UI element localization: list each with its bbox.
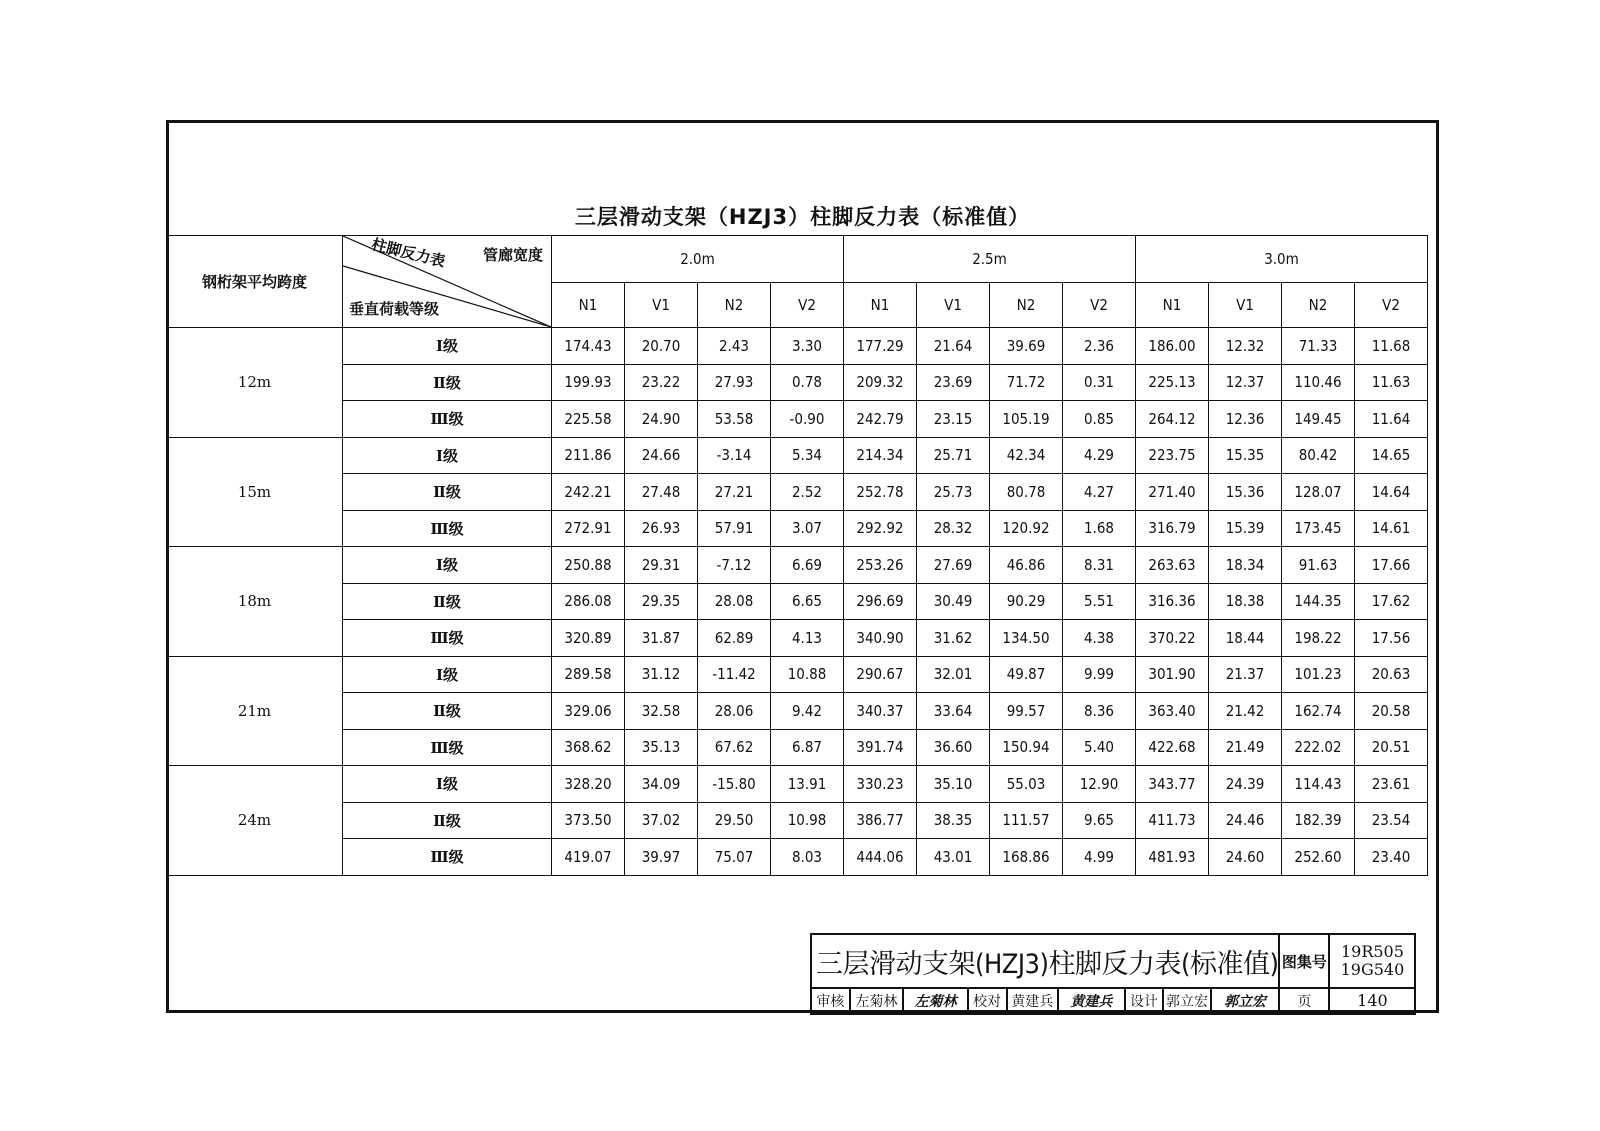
force-value: 211.86: [552, 437, 625, 474]
force-value: 0.31: [1063, 364, 1136, 401]
force-value: 330.23: [844, 766, 917, 803]
force-value: 12.90: [1063, 766, 1136, 803]
force-value: 8.31: [1063, 547, 1136, 584]
table-row: [167, 656, 1428, 693]
force-value: 17.56: [1355, 620, 1428, 657]
table-row: [167, 583, 1428, 620]
force-value: 110.46: [1282, 364, 1355, 401]
force-value: 27.69: [917, 547, 990, 584]
force-value: 343.77: [1136, 766, 1209, 803]
force-value: 15.35: [1209, 437, 1282, 474]
force-value: 62.89: [698, 620, 771, 657]
force-value: -15.80: [698, 766, 771, 803]
force-value: 5.40: [1063, 729, 1136, 766]
force-value: 411.73: [1136, 802, 1209, 839]
subcol-header-n1: N1: [1136, 283, 1209, 328]
force-value: 209.32: [844, 364, 917, 401]
table-row: [167, 547, 1428, 584]
page-label: 页: [1279, 988, 1329, 1014]
designer-signature: 郭立宏: [1211, 988, 1280, 1014]
table-row: [167, 839, 1428, 876]
force-value: 174.43: [552, 328, 625, 365]
subcol-header-n2: N2: [698, 283, 771, 328]
drawing-title: 三层滑动支架(HZJ3)柱脚反力表(标准值): [811, 934, 1279, 988]
load-grade: Ⅱ级: [343, 802, 552, 839]
diag-label-load-grade: 垂直荷载等级: [349, 300, 440, 318]
force-value: 38.35: [917, 802, 990, 839]
force-value: 182.39: [1282, 802, 1355, 839]
span-column-header: 钢桁架平均跨度: [167, 236, 343, 328]
force-value: 53.58: [698, 401, 771, 438]
subcol-header-n1: N1: [552, 283, 625, 328]
force-value: 225.58: [552, 401, 625, 438]
force-value: 134.50: [990, 620, 1063, 657]
force-value: 71.33: [1282, 328, 1355, 365]
reviewer-name: 左菊林: [850, 988, 904, 1014]
force-value: 481.93: [1136, 839, 1209, 876]
force-value: -0.90: [771, 401, 844, 438]
force-value: 290.67: [844, 656, 917, 693]
force-value: 111.57: [990, 802, 1063, 839]
force-value: 67.62: [698, 729, 771, 766]
checker-name: 黄建兵: [1007, 988, 1059, 1014]
force-value: 15.36: [1209, 474, 1282, 511]
force-value: 363.40: [1136, 693, 1209, 730]
force-value: 4.27: [1063, 474, 1136, 511]
subcol-header-n2: N2: [1282, 283, 1355, 328]
force-value: 4.29: [1063, 437, 1136, 474]
force-value: 12.37: [1209, 364, 1282, 401]
force-value: 13.91: [771, 766, 844, 803]
span-value: 12m: [167, 328, 343, 438]
force-value: 57.91: [698, 510, 771, 547]
force-value: 21.64: [917, 328, 990, 365]
force-value: 18.34: [1209, 547, 1282, 584]
force-value: 27.93: [698, 364, 771, 401]
table-row: [167, 729, 1428, 766]
load-grade: Ⅲ级: [343, 401, 552, 438]
diag-label-width: 管廊宽度: [482, 246, 543, 264]
force-value: 24.39: [1209, 766, 1282, 803]
force-value: 23.22: [625, 364, 698, 401]
force-value: 162.74: [1282, 693, 1355, 730]
force-value: 316.79: [1136, 510, 1209, 547]
force-value: 32.58: [625, 693, 698, 730]
force-value: 28.08: [698, 583, 771, 620]
force-value: -3.14: [698, 437, 771, 474]
force-value: 301.90: [1136, 656, 1209, 693]
force-value: 223.75: [1136, 437, 1209, 474]
table-title: 三层滑动支架（HZJ3）柱脚反力表（标准值）: [574, 205, 1031, 229]
force-value: 222.02: [1282, 729, 1355, 766]
diag-label-reaction: 柱脚反力表: [369, 235, 447, 271]
force-value: 320.89: [552, 620, 625, 657]
force-value: 27.21: [698, 474, 771, 511]
force-value: 24.60: [1209, 839, 1282, 876]
force-value: 253.26: [844, 547, 917, 584]
width-header-2-0: 2.0m: [552, 236, 844, 283]
force-value: 9.42: [771, 693, 844, 730]
force-value: 75.07: [698, 839, 771, 876]
force-value: 8.36: [1063, 693, 1136, 730]
force-value: 17.66: [1355, 547, 1428, 584]
force-value: 9.65: [1063, 802, 1136, 839]
force-value: 71.72: [990, 364, 1063, 401]
force-value: 11.68: [1355, 328, 1428, 365]
force-value: 24.66: [625, 437, 698, 474]
subcol-header-v1: V1: [917, 283, 990, 328]
force-value: 105.19: [990, 401, 1063, 438]
force-value: 80.42: [1282, 437, 1355, 474]
force-value: 28.06: [698, 693, 771, 730]
table-row: [167, 364, 1428, 401]
force-value: 10.98: [771, 802, 844, 839]
span-value: 24m: [167, 766, 343, 876]
table-row: [167, 802, 1428, 839]
subcol-header-n2: N2: [990, 283, 1063, 328]
force-value: 29.31: [625, 547, 698, 584]
force-value: 18.44: [1209, 620, 1282, 657]
force-value: 214.34: [844, 437, 917, 474]
load-grade: Ⅲ级: [343, 620, 552, 657]
force-value: 31.87: [625, 620, 698, 657]
atlas-number: [1329, 934, 1415, 988]
force-value: 39.97: [625, 839, 698, 876]
force-value: -11.42: [698, 656, 771, 693]
force-value: 114.43: [1282, 766, 1355, 803]
force-value: 150.94: [990, 729, 1063, 766]
force-value: 31.12: [625, 656, 698, 693]
force-value: 55.03: [990, 766, 1063, 803]
title-block: [810, 933, 1416, 1015]
drawing-frame: [166, 120, 1439, 1013]
table-row: [167, 401, 1428, 438]
subcol-header-v1: V1: [625, 283, 698, 328]
force-value: 27.48: [625, 474, 698, 511]
force-value: 12.32: [1209, 328, 1282, 365]
force-value: 25.73: [917, 474, 990, 511]
force-value: 37.02: [625, 802, 698, 839]
force-value: 370.22: [1136, 620, 1209, 657]
force-value: 23.15: [917, 401, 990, 438]
load-grade: Ⅱ级: [343, 474, 552, 511]
force-value: 42.34: [990, 437, 1063, 474]
force-value: 24.90: [625, 401, 698, 438]
force-value: 49.87: [990, 656, 1063, 693]
force-value: 252.78: [844, 474, 917, 511]
force-value: 198.22: [1282, 620, 1355, 657]
force-value: 3.07: [771, 510, 844, 547]
force-value: 17.62: [1355, 583, 1428, 620]
span-value: 15m: [167, 437, 343, 547]
force-value: 28.32: [917, 510, 990, 547]
force-value: 422.68: [1136, 729, 1209, 766]
force-value: 286.08: [552, 583, 625, 620]
table-row: [167, 437, 1428, 474]
force-value: 35.10: [917, 766, 990, 803]
table-row: [167, 766, 1428, 803]
force-value: 6.69: [771, 547, 844, 584]
force-value: -7.12: [698, 547, 771, 584]
subcol-header-v2: V2: [1355, 283, 1428, 328]
force-value: 128.07: [1282, 474, 1355, 511]
load-grade: Ⅰ级: [343, 656, 552, 693]
force-value: 34.09: [625, 766, 698, 803]
force-value: 2.52: [771, 474, 844, 511]
force-value: 29.35: [625, 583, 698, 620]
force-value: 23.54: [1355, 802, 1428, 839]
force-value: 9.99: [1063, 656, 1136, 693]
force-value: 144.35: [1282, 583, 1355, 620]
force-value: 10.88: [771, 656, 844, 693]
load-grade: Ⅲ级: [343, 839, 552, 876]
force-value: 23.40: [1355, 839, 1428, 876]
design-label: 设计: [1125, 988, 1164, 1014]
force-value: 35.13: [625, 729, 698, 766]
force-value: 23.69: [917, 364, 990, 401]
force-value: 373.50: [552, 802, 625, 839]
force-value: 316.36: [1136, 583, 1209, 620]
force-value: 18.38: [1209, 583, 1282, 620]
force-value: 39.69: [990, 328, 1063, 365]
force-value: 368.62: [552, 729, 625, 766]
force-value: 120.92: [990, 510, 1063, 547]
force-value: 101.23: [1282, 656, 1355, 693]
force-value: 5.34: [771, 437, 844, 474]
subcol-header-v2: V2: [771, 283, 844, 328]
width-header-2-5: 2.5m: [844, 236, 1136, 283]
force-value: 99.57: [990, 693, 1063, 730]
force-value: 3.30: [771, 328, 844, 365]
reviewer-signature: 左菊林: [903, 988, 967, 1014]
load-grade: Ⅰ级: [343, 328, 552, 365]
force-value: 12.36: [1209, 401, 1282, 438]
checker-signature: 黄建兵: [1058, 988, 1125, 1014]
force-value: 14.64: [1355, 474, 1428, 511]
force-value: 21.49: [1209, 729, 1282, 766]
force-value: 26.93: [625, 510, 698, 547]
force-value: 25.71: [917, 437, 990, 474]
span-value: 21m: [167, 656, 343, 766]
force-value: 33.64: [917, 693, 990, 730]
table-row: [167, 328, 1428, 365]
force-value: 6.87: [771, 729, 844, 766]
atlas-code-1: 19R505: [1340, 942, 1404, 961]
review-label: 审核: [811, 988, 850, 1014]
force-value: 186.00: [1136, 328, 1209, 365]
force-value: 6.65: [771, 583, 844, 620]
force-value: 36.60: [917, 729, 990, 766]
force-value: 4.99: [1063, 839, 1136, 876]
load-grade: Ⅲ级: [343, 510, 552, 547]
atlas-number-label: 图集号: [1279, 934, 1329, 988]
table-row: [167, 620, 1428, 657]
force-value: 21.37: [1209, 656, 1282, 693]
designer-name: 郭立宏: [1163, 988, 1210, 1014]
force-value: 14.65: [1355, 437, 1428, 474]
load-grade: Ⅲ级: [343, 729, 552, 766]
atlas-code-2: 19G540: [1340, 960, 1405, 979]
force-value: 340.90: [844, 620, 917, 657]
force-value: 225.13: [1136, 364, 1209, 401]
force-value: 252.60: [1282, 839, 1355, 876]
diagonal-header-cell: [343, 236, 552, 328]
table-row: [167, 510, 1428, 547]
force-value: 263.63: [1136, 547, 1209, 584]
force-value: 289.58: [552, 656, 625, 693]
load-grade: Ⅰ级: [343, 437, 552, 474]
force-value: 15.39: [1209, 510, 1282, 547]
check-label: 校对: [968, 988, 1007, 1014]
force-value: 30.49: [917, 583, 990, 620]
force-value: 264.12: [1136, 401, 1209, 438]
force-value: 8.03: [771, 839, 844, 876]
table-row: [167, 693, 1428, 730]
reaction-force-table: [166, 235, 1428, 876]
force-value: 199.93: [552, 364, 625, 401]
subcol-header-n1: N1: [844, 283, 917, 328]
force-value: 4.38: [1063, 620, 1136, 657]
force-value: 419.07: [552, 839, 625, 876]
force-value: 32.01: [917, 656, 990, 693]
force-value: 168.86: [990, 839, 1063, 876]
force-value: 328.20: [552, 766, 625, 803]
page-number: 140: [1329, 988, 1415, 1014]
load-grade: Ⅰ级: [343, 766, 552, 803]
force-value: 4.13: [771, 620, 844, 657]
load-grade: Ⅰ级: [343, 547, 552, 584]
force-value: 11.63: [1355, 364, 1428, 401]
force-value: 14.61: [1355, 510, 1428, 547]
force-value: 20.58: [1355, 693, 1428, 730]
force-value: 149.45: [1282, 401, 1355, 438]
force-value: 29.50: [698, 802, 771, 839]
load-grade: Ⅱ级: [343, 583, 552, 620]
force-value: 242.79: [844, 401, 917, 438]
subcol-header-v2: V2: [1063, 283, 1136, 328]
load-grade: Ⅱ级: [343, 693, 552, 730]
force-value: 340.37: [844, 693, 917, 730]
force-value: 31.62: [917, 620, 990, 657]
force-value: 20.70: [625, 328, 698, 365]
force-value: 296.69: [844, 583, 917, 620]
force-value: 91.63: [1282, 547, 1355, 584]
force-value: 46.86: [990, 547, 1063, 584]
force-value: 5.51: [1063, 583, 1136, 620]
load-grade: Ⅱ级: [343, 364, 552, 401]
force-value: 329.06: [552, 693, 625, 730]
subcol-header-v1: V1: [1209, 283, 1282, 328]
force-value: 250.88: [552, 547, 625, 584]
force-value: 20.51: [1355, 729, 1428, 766]
force-value: 0.78: [771, 364, 844, 401]
force-value: 23.61: [1355, 766, 1428, 803]
width-header-3-0: 3.0m: [1136, 236, 1428, 283]
force-value: 80.78: [990, 474, 1063, 511]
force-value: 1.68: [1063, 510, 1136, 547]
force-value: 11.64: [1355, 401, 1428, 438]
table-row: [167, 474, 1428, 511]
force-value: 90.29: [990, 583, 1063, 620]
force-value: 43.01: [917, 839, 990, 876]
force-value: 271.40: [1136, 474, 1209, 511]
force-value: 2.36: [1063, 328, 1136, 365]
force-value: 21.42: [1209, 693, 1282, 730]
force-value: 386.77: [844, 802, 917, 839]
force-value: 444.06: [844, 839, 917, 876]
force-value: 173.45: [1282, 510, 1355, 547]
force-value: 391.74: [844, 729, 917, 766]
force-value: 20.63: [1355, 656, 1428, 693]
span-value: 18m: [167, 547, 343, 657]
force-value: 272.91: [552, 510, 625, 547]
force-value: 2.43: [698, 328, 771, 365]
force-value: 0.85: [1063, 401, 1136, 438]
force-value: 242.21: [552, 474, 625, 511]
force-value: 177.29: [844, 328, 917, 365]
force-value: 292.92: [844, 510, 917, 547]
force-value: 24.46: [1209, 802, 1282, 839]
